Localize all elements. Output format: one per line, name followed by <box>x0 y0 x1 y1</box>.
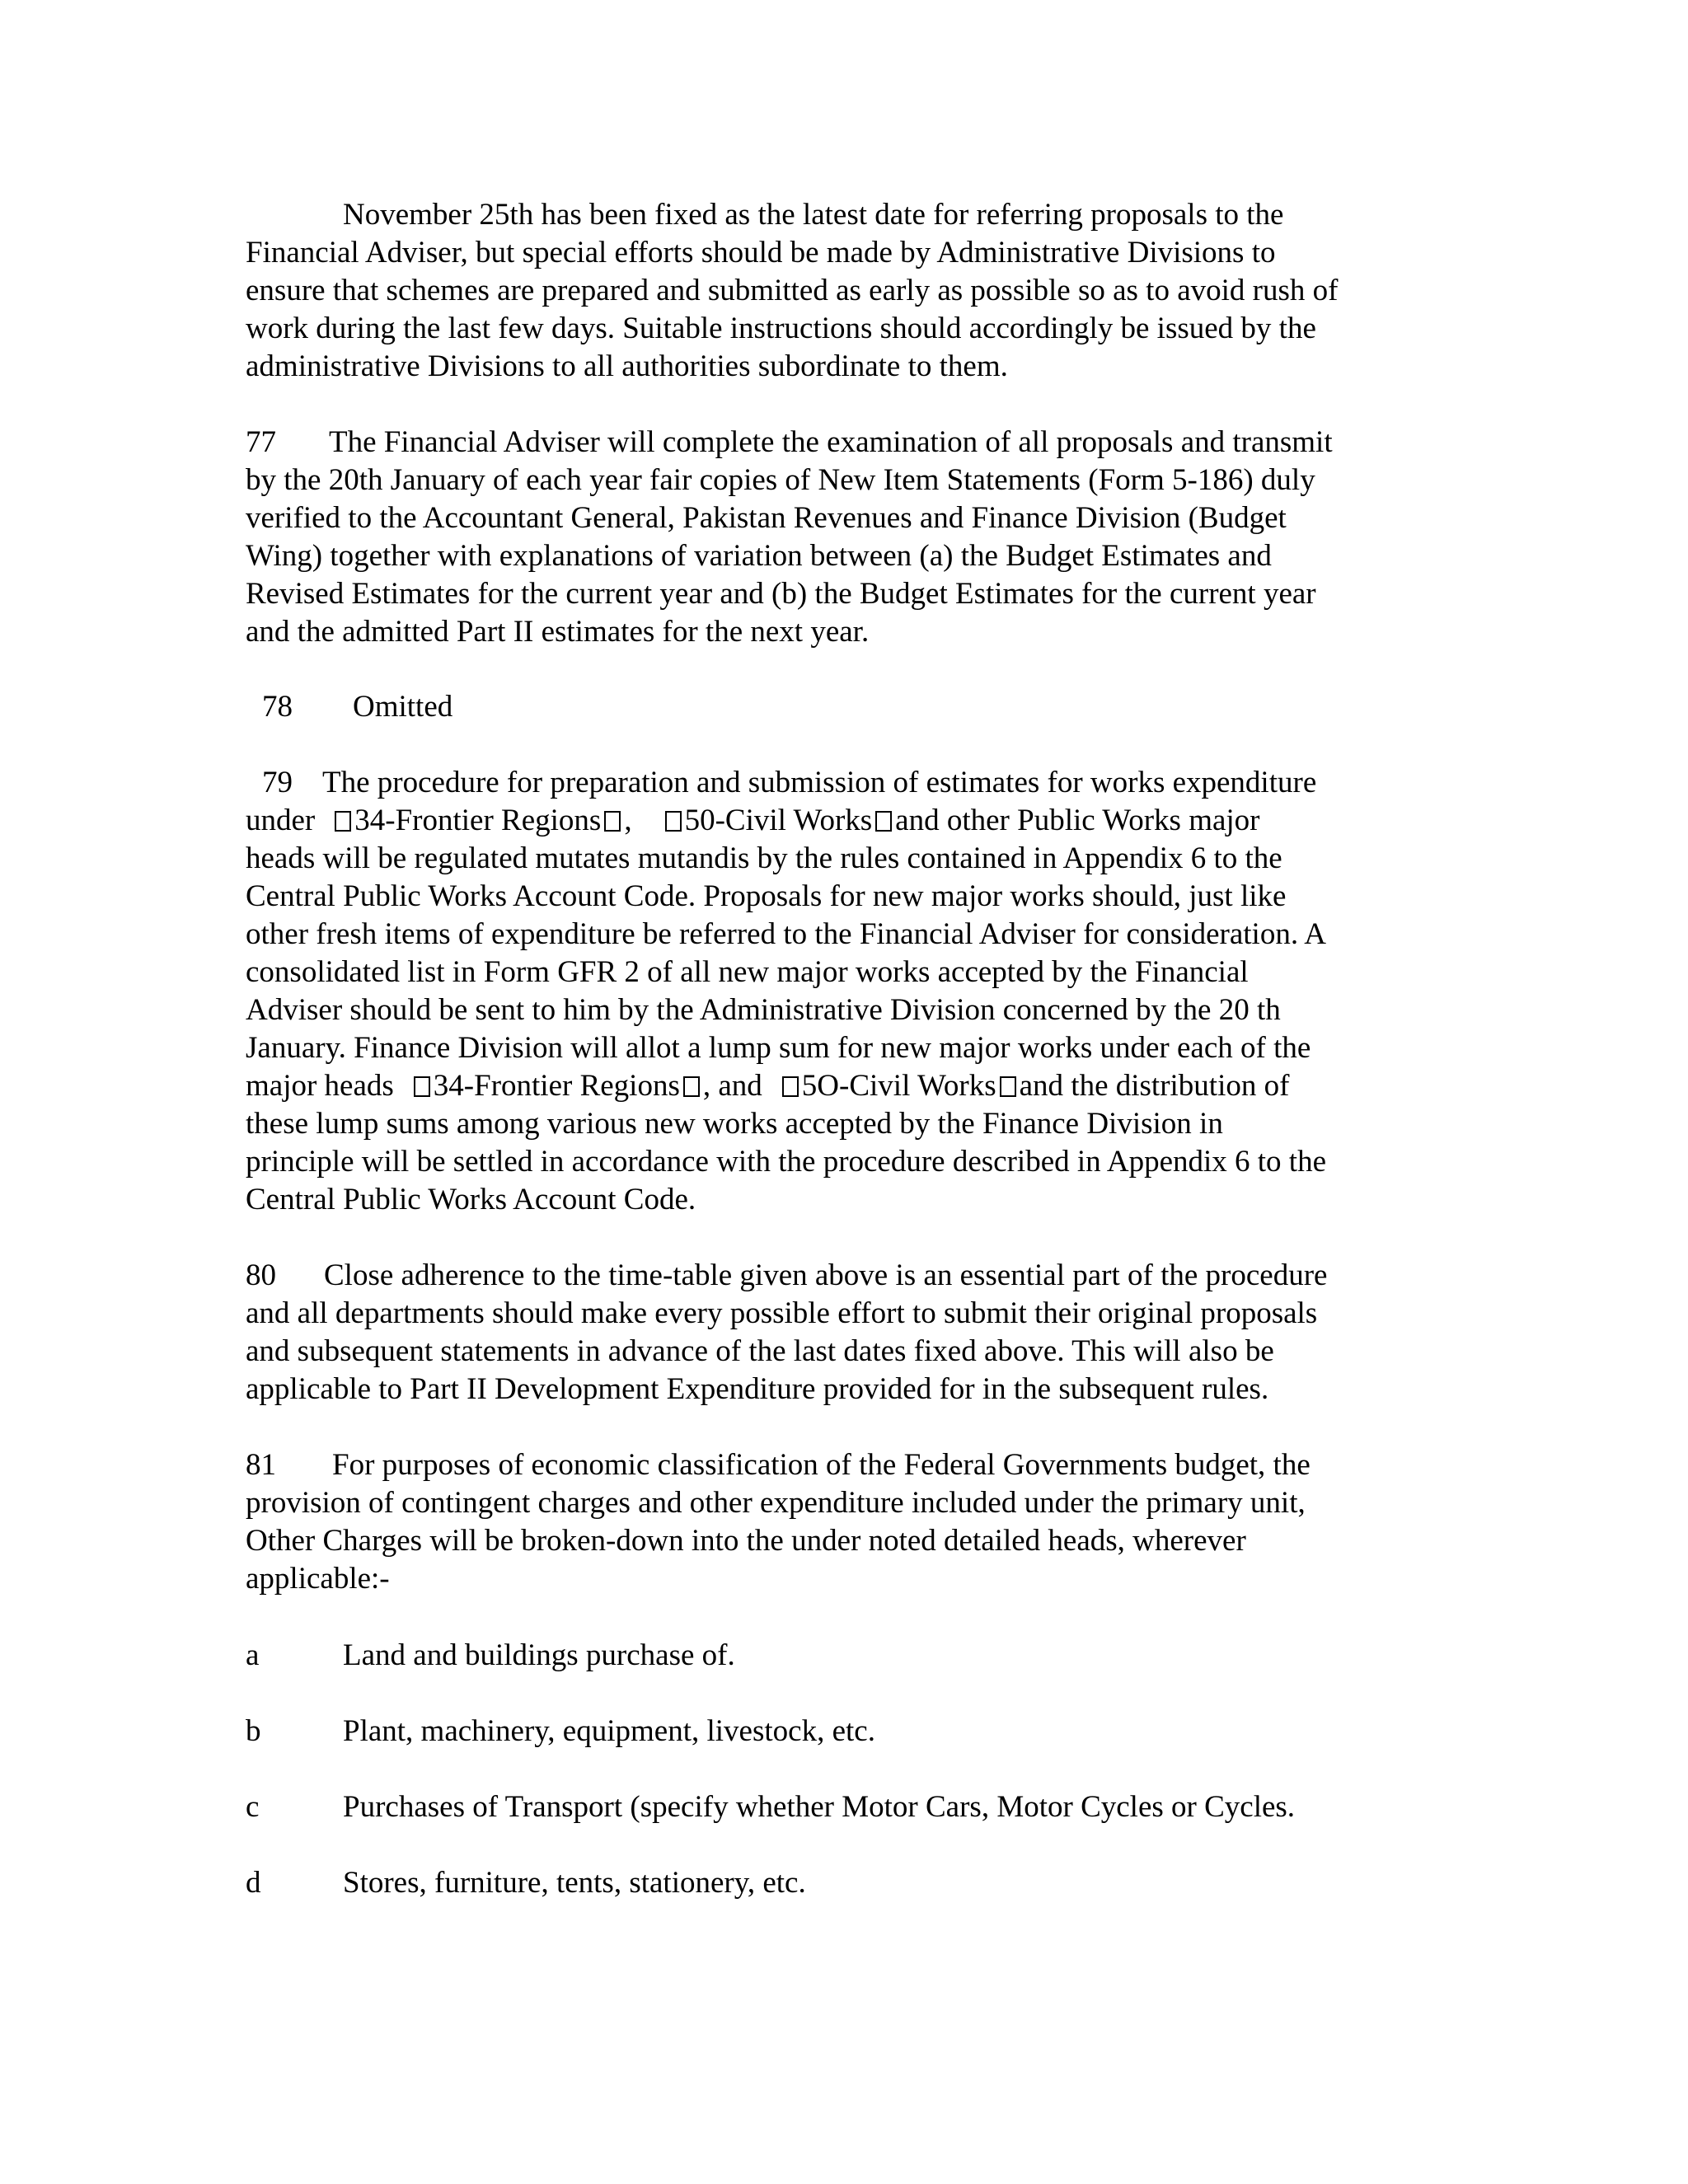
missing-glyph-icon <box>414 1076 430 1097</box>
text-line: applicable:- <box>246 1562 390 1596</box>
text-line: these lump sums among various new works accepted by the Finance Division in <box>246 1107 1223 1141</box>
paragraph-number: 78 <box>262 690 293 724</box>
text-line: Central Public Works Account Code. <box>246 1183 696 1216</box>
text-line: applicable to Part II Development Expenditure provided for in the subsequent rules. <box>246 1372 1269 1406</box>
list-item-text: Purchases of Transport (specify whether Motor Cars, Motor Cycles or Cycles. <box>343 1790 1296 1824</box>
list-item-text: Land and buildings purchase of. <box>343 1638 735 1672</box>
text-line: Financial Adviser, but special efforts should be made by Administrative Divisions to <box>246 236 1276 269</box>
text-fragment: and the distribution of <box>1019 1069 1290 1103</box>
text-line: November 25th has been fixed as the latest date for referring proposals to the <box>343 198 1284 232</box>
text-line: work during the last few days. Suitable instructions should accordingly be issued by the <box>246 312 1316 345</box>
text-line: verified to the Accountant General, Pakistan Revenues and Finance Division (Budget <box>246 501 1287 535</box>
text-line <box>246 1257 1327 1295</box>
list-item-letter: d <box>246 1866 261 1900</box>
text-fragment: major heads <box>246 1069 394 1103</box>
text-line: Wing) together with explanations of variation between (a) the Budget Estimates and <box>246 539 1272 573</box>
paragraph-77 <box>246 424 1333 651</box>
text-fragment: , <box>624 804 632 837</box>
list-item-text: Plant, machinery, equipment, livestock, etc. <box>343 1714 875 1748</box>
paragraph-80 <box>246 1257 1327 1408</box>
text-line: administrative Divisions to all authorities subordinate to them. <box>246 349 1008 383</box>
text-line <box>246 764 1326 802</box>
paragraph-number: 77 <box>246 425 276 459</box>
paragraph-number: 79 <box>262 766 293 799</box>
missing-glyph-icon <box>604 811 621 832</box>
text-line <box>246 1446 1311 1484</box>
text-line: Other Charges will be broken-down into the under noted detailed heads, wherever <box>246 1524 1246 1558</box>
missing-glyph-icon <box>665 811 682 832</box>
list-item-letter: c <box>246 1790 260 1824</box>
text-line: consolidated list in Form GFR 2 of all new major works accepted by the Financial <box>246 955 1249 989</box>
text-fragment: Close adherence to the time-table given above is an essential part of the procedure <box>324 1258 1328 1292</box>
paragraph-79 <box>246 764 1326 1219</box>
text-line <box>246 1067 1326 1105</box>
text-line: by the 20th January of each year fair copies of New Item Statements (Form 5-186) duly <box>246 463 1315 497</box>
missing-glyph-icon <box>782 1076 799 1097</box>
text-fragment: 50-Civil Works <box>684 804 873 837</box>
text-fragment: under <box>246 804 316 837</box>
list-item-letter: a <box>246 1638 260 1672</box>
text-fragment: 34-Frontier Regions <box>354 804 602 837</box>
paragraph-78-text: Omitted <box>353 690 453 724</box>
text-line: Revised Estimates for the current year and (b) the Budget Estimates for the current year <box>246 577 1316 611</box>
text-line: January. Finance Division will allot a lump sum for new major works under each of the <box>246 1031 1311 1065</box>
text-fragment: , and <box>702 1069 762 1103</box>
list-item-text: Stores, furniture, tents, stationery, etc. <box>343 1866 806 1900</box>
missing-glyph-icon <box>1000 1076 1016 1097</box>
list-item-letter: b <box>246 1714 261 1748</box>
text-line: heads will be regulated mutates mutandis by the rules contained in Appendix 6 to the <box>246 841 1282 875</box>
missing-glyph-icon <box>683 1076 700 1097</box>
text-line: principle will be settled in accordance with the procedure described in Appendix 6 to the <box>246 1145 1327 1179</box>
text-line: and all departments should make every possible effort to submit their original proposals <box>246 1296 1318 1330</box>
paragraph-number: 80 <box>246 1258 276 1292</box>
paragraph-number: 81 <box>246 1448 276 1482</box>
text-line: Central Public Works Account Code. Proposals for new major works should, just like <box>246 879 1287 913</box>
intro-paragraph <box>246 196 1338 386</box>
text-line: other fresh items of expenditure be referred to the Financial Adviser for consideration. A <box>246 917 1327 951</box>
text-line: and the admitted Part II estimates for the next year. <box>246 615 870 649</box>
text-fragment: The procedure for preparation and submission of estimates for works expenditure <box>322 766 1317 799</box>
text-fragment: The Financial Adviser will complete the examination of all proposals and transmit <box>329 425 1333 459</box>
text-fragment: For purposes of economic classification of the Federal Governments budget, the <box>332 1448 1311 1482</box>
text-line: ensure that schemes are prepared and submitted as early as possible so as to avoid rush of <box>246 274 1339 307</box>
text-fragment: and other Public Works major <box>895 804 1260 837</box>
text-line: and subsequent statements in advance of the last dates fixed above. This will also be <box>246 1334 1274 1368</box>
paragraph-81 <box>246 1446 1311 1598</box>
missing-glyph-icon <box>335 811 351 832</box>
text-fragment: 34-Frontier Regions <box>433 1069 680 1103</box>
missing-glyph-icon <box>875 811 892 832</box>
text-fragment: 5O-Civil Works <box>801 1069 996 1103</box>
text-line <box>246 802 1326 840</box>
text-line <box>246 424 1333 462</box>
text-line: provision of contingent charges and other expenditure included under the primary unit, <box>246 1486 1306 1520</box>
text-line: Adviser should be sent to him by the Administrative Division concerned by the 20 th <box>246 993 1281 1027</box>
